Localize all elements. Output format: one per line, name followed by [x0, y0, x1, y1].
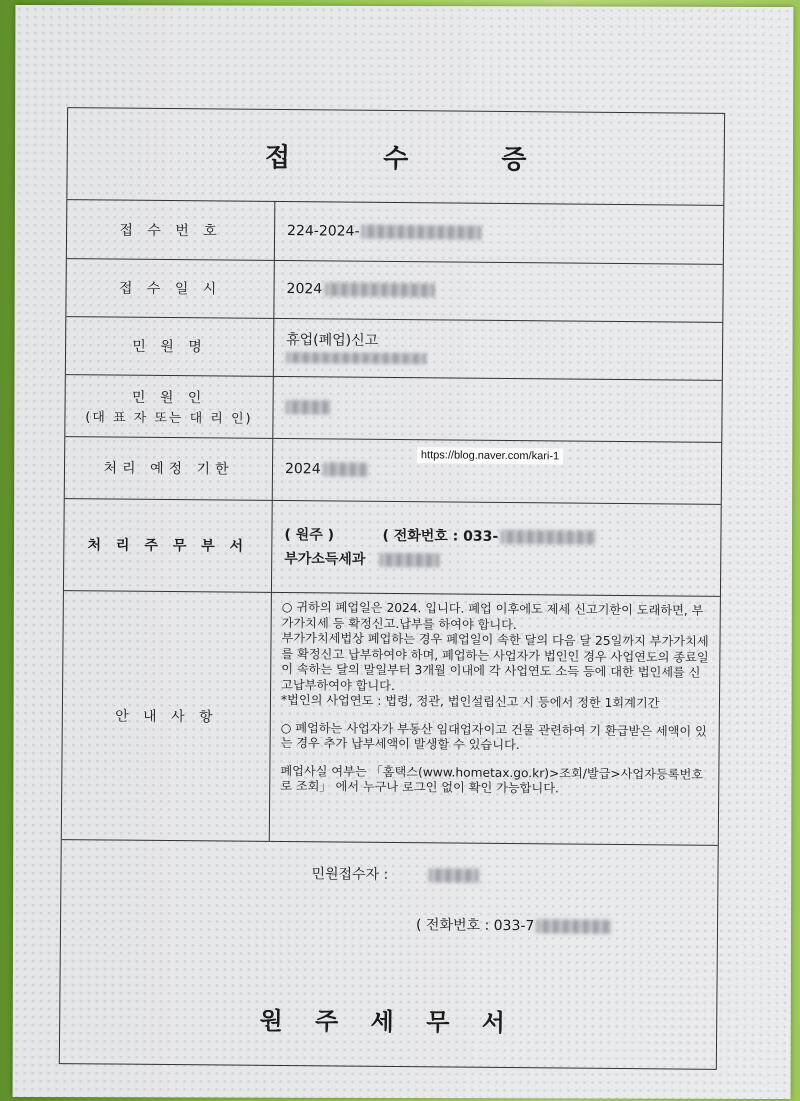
receiver-label: 민원접수자 : — [311, 866, 389, 883]
department-name: 부가소득세과 — [284, 551, 366, 568]
label-processing-deadline: 처리 예정 기한 — [65, 436, 274, 500]
redacted-block — [324, 282, 434, 297]
notice-paragraph-4: ○ 폐업하는 사업자가 부동산 임대업자이고 건물 관련하여 기 환급받은 세액이 있는 경우 추가 납부세액이 발생할 수 있습니다. — [280, 720, 707, 753]
row-processing-deadline — [65, 436, 722, 505]
row-petitioner — [65, 374, 722, 443]
deadline-text: 2024 — [284, 461, 321, 478]
row-receipt-number — [67, 200, 723, 265]
receipt-number-text: 224-2024- — [287, 223, 360, 240]
notice-paragraph-2: 부가가치세법상 폐업하는 경우 폐업일이 속한 달의 다음 달 25일까지 부가가치세를 확정신고 납부하여야 하며, 폐업하는 사업자가 법인인 경우 사업연도의 종료일이 속하는 달의 말일부터 3개월 이내에 각 사업연도 소득 등에 대한 법인세를 신고납부하여야 합니다. — [281, 631, 709, 693]
label-receipt-date: 접 수 일 시 — [66, 258, 274, 318]
document-title: 접 수 증 — [67, 108, 724, 206]
redacted-block — [536, 919, 611, 934]
receipt-form — [59, 107, 725, 1070]
value-processing-deadline — [273, 438, 722, 504]
redacted-block — [379, 553, 439, 568]
value-petition-name — [274, 318, 722, 380]
value-petitioner — [273, 376, 722, 442]
redacted-block — [500, 530, 595, 545]
receiver-phone-line — [416, 914, 611, 936]
receiver-line — [311, 863, 478, 884]
value-department — [272, 500, 721, 596]
label-petition-name: 민 원 명 — [66, 316, 274, 376]
notice-paragraph-3: *법인의 사업연도 : 법령, 정관, 법인설립신고 시 등에서 정한 1회계기간 — [280, 693, 660, 711]
redacted-block — [323, 462, 368, 476]
redacted-block — [285, 400, 330, 414]
row-notice — [62, 590, 720, 846]
blog-watermark: https://blog.naver.com/kari-1 — [417, 447, 563, 464]
redacted-block — [286, 352, 426, 364]
label-petitioner-line2: (대 표 자 또는 대 리 인) — [85, 409, 253, 427]
receiver-phone-label: ( 전화번호 : 033-7 — [415, 917, 535, 935]
value-receipt-date — [274, 260, 722, 322]
notice-paragraph-5: 폐업사실 여부는 「홈택스(www.hometax.go.kr)>조회/발급>사업자등록번호로 조회」 에서 누구나 로그인 없이 확인 가능합니다. — [280, 763, 704, 796]
label-department: 처 리 주 무 부 서 — [64, 498, 273, 592]
notice-paragraph-1: ○ 귀하의 폐업일은 2024. 입니다. 폐업 이후에도 제세 신고기한이 도래하면, 부가가치세 등 확정신고.납부를 하여야 합니다. — [281, 600, 704, 632]
value-receipt-number — [275, 202, 723, 264]
department-region: ( 원주 ) — [284, 527, 335, 544]
tax-office-name: 원 주 세 무 서 — [259, 1006, 517, 1038]
label-receipt-number: 접 수 번 호 — [67, 200, 275, 260]
department-phone-label: ( 전화번호 : 033- — [382, 527, 499, 545]
label-notice: 안 내 사 항 — [62, 590, 272, 841]
row-department — [64, 498, 721, 597]
notice-content — [270, 592, 720, 845]
petition-name-text: 휴업(폐업)신고 — [286, 332, 379, 349]
row-petition-name — [66, 316, 722, 381]
redacted-block — [428, 868, 478, 882]
label-petitioner-line1: 민 원 인 — [131, 389, 207, 406]
receipt-date-text: 2024 — [286, 281, 323, 298]
paper-sheet — [13, 5, 794, 1099]
label-petitioner — [65, 374, 274, 438]
row-receipt-date — [66, 258, 722, 323]
redacted-block — [361, 225, 481, 240]
receiver-block — [60, 839, 718, 1069]
